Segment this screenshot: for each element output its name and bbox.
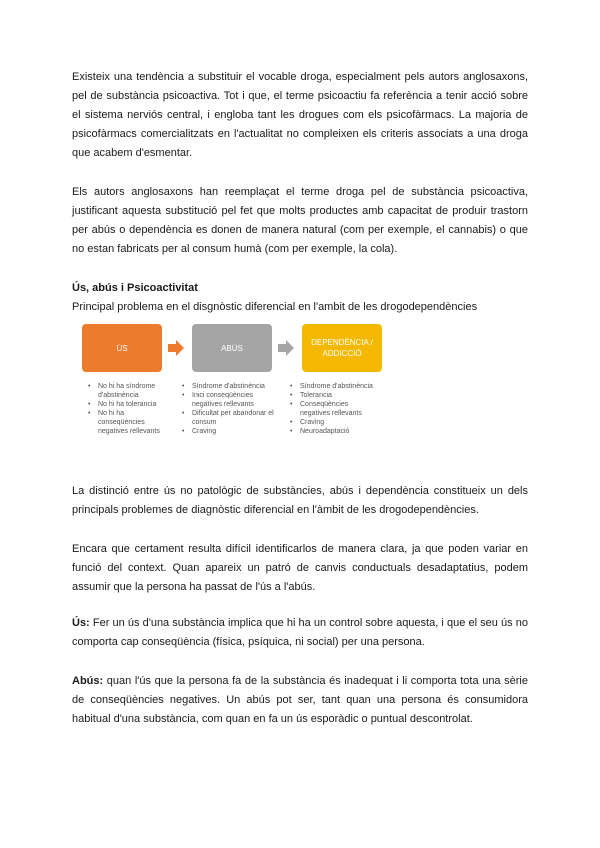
list-item: • Tolerancia <box>290 391 380 400</box>
paragraph-5 <box>72 614 528 652</box>
term-us: Ús: <box>72 617 90 629</box>
box-dependencia: DEPENDÈNCIA / ADDICCIÓ <box>302 324 382 372</box>
paragraph-3: La distinció entre ús no patològic de substàncies, abús i dependència constitueix un dels principals problemes de diagnòstic diferencial en l'àmbit de les drogodependències. <box>72 485 528 516</box>
paragraph-4: Encara que certament resulta difícil identificarlos de manera clara, ja que poden variar en funció del context. Quan apareix un patró de canvis conductuals desadaptatius, podem assumir que la persona ha passat de l'ús a l'abús. <box>72 543 528 593</box>
list-us <box>88 382 168 436</box>
list-item: • No hi ha conseqüències negatives rellevants <box>88 409 168 436</box>
paragraph-5-text: Fer un ús d'una substància implica que hi ha un control sobre aquesta, i que el seu ús no comporta cap conseqüència (física, psíquica, ni social) per una persona. <box>72 617 528 648</box>
paragraph-2: Els autors anglosaxons han reemplaçat el terme droga pel de substància psicoactiva, justificant aquesta substitució pel fet que molts productes amb capacitat de produir trastorn per abús o dependència es donen de manera natural (com per exemple, el cannabis) o que no estan fabricats per al consum humà (com per exemple, la cola). <box>72 186 528 255</box>
list-item: • Craving <box>290 418 380 427</box>
list-dependencia <box>290 382 380 436</box>
list-item: • Conseqüències negatives rellevants <box>290 400 380 418</box>
paragraph-6 <box>72 672 528 729</box>
list-item: • Neuroadaptació <box>290 427 380 436</box>
paragraph-1: Existeix una tendència a substituir el vocable droga, especialment pels autors anglosaxons, pel de substància psicoactiva. Tot i que, el terme psicoactiu fa referència a tenir acció sobre el sistema nerviós central, i engloba tant les drogues com els psicofàrmacs. La majoria de psicofàrmacs comercialitzats en l'actualitat no compleixen els criteris associats a una droga que acabem d'esmentar. <box>72 71 528 159</box>
list-item: • Dificultat per abandonar el consum <box>182 409 274 427</box>
list-item: • No hi ha síndrome d'abstinència <box>88 382 168 400</box>
section-heading: Ús, abús i Psicoactivitat <box>72 282 198 294</box>
list-item: • Síndrome d'abstinència <box>290 382 380 391</box>
list-item: • Síndrome d'abstinència <box>182 382 274 391</box>
term-abus: Abús: <box>72 675 104 687</box>
list-item: • Inici conseqüències negatives rellevants <box>182 391 274 409</box>
list-abus <box>182 382 274 436</box>
list-item: • No hi ha tolerancia <box>88 400 168 409</box>
box-us: ÚS <box>82 324 162 372</box>
usage-abuse-dependence-diagram <box>82 324 382 464</box>
diagram-caption: Principal problema en el disgnòstic diferencial en l'ambit de les drogodependències <box>72 301 478 313</box>
paragraph-6-text: quan l'ús que la persona fa de la substància és inadequat i li comporta tota una sèrie de conseqüències negatives. Un abús pot ser, tant quan una persona és consumidora habitual d'una substància, com quan en fa un ús esporàdic o puntual descontrolat. <box>72 675 528 725</box>
list-item: • Craving <box>182 427 274 436</box>
box-abus: ABÚS <box>192 324 272 372</box>
